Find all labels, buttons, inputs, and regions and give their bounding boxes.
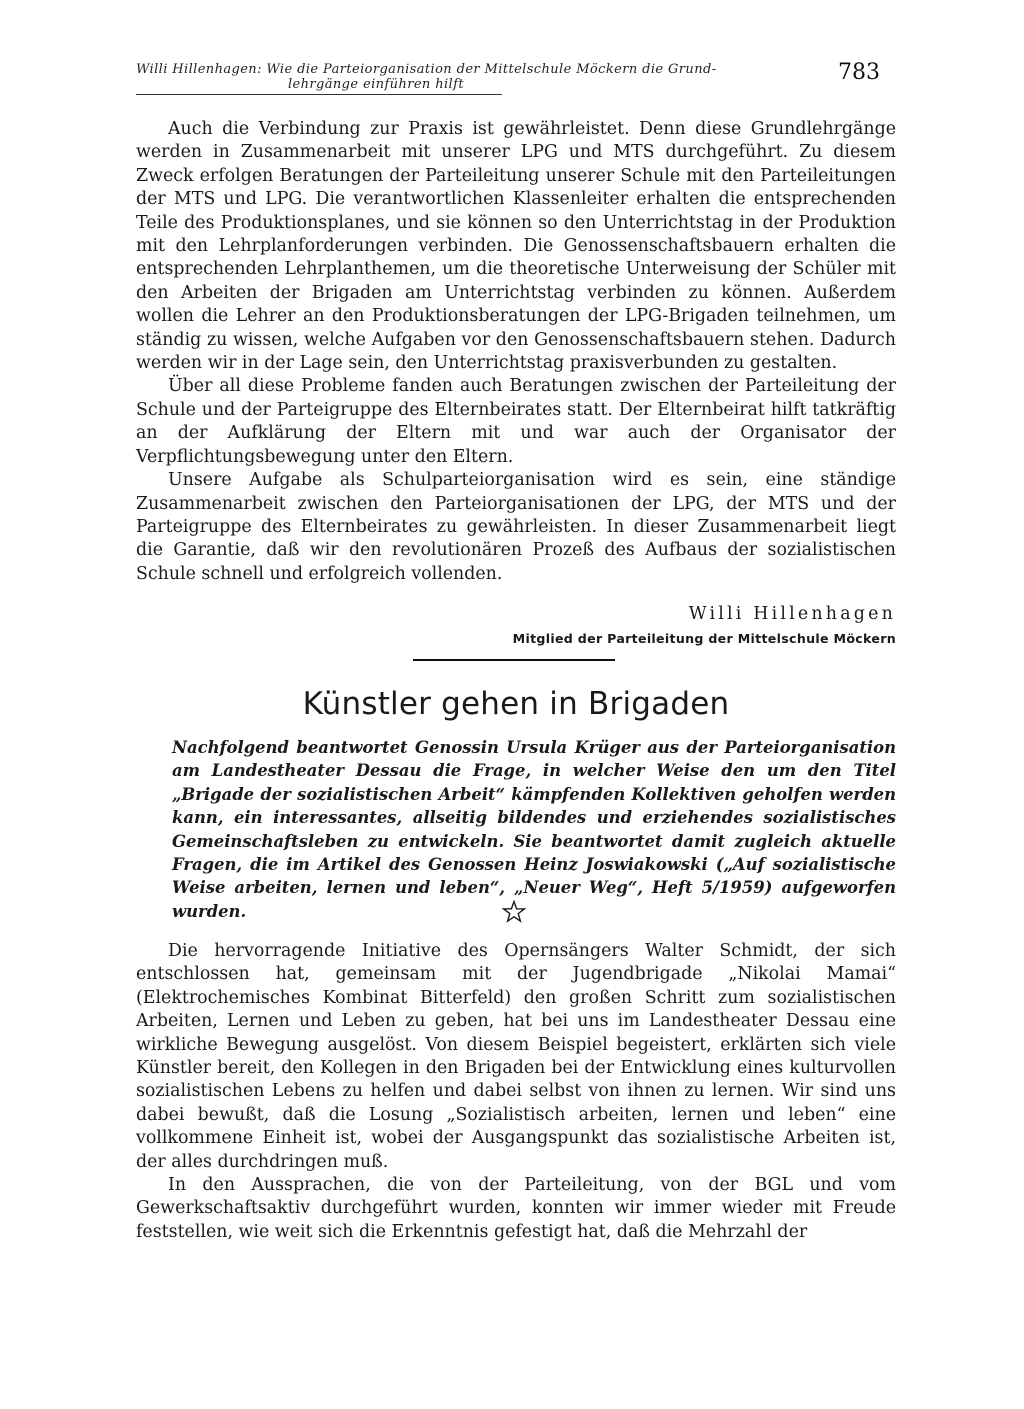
star-outline-icon	[502, 900, 526, 924]
article-lede: Nachfolgend beantwortet Genossin Ursula Krüger aus der Parteiorganisation am Landestheater Dessau die Frage, in welcher Weise den um den Titel „Brigade der sozialistischen Arbeit“ kämpfenden Kollektiven geholfen werden kann, ein interessantes, allseitig bildendes und erziehendes sozialistisches Gemeinschaftsleben zu entwickeln. Sie beantwortet damit zugleich aktuelle Fragen, die im Artikel des Genossen Heinz Joswiakowski („Auf sozialistische Weise arbeiten, lernen und leben“, „Neuer Weg“, Heft 5/1959) aufgeworfen wurden.	[172, 738, 896, 921]
first-article-body	[136, 118, 896, 586]
running-head-line-1: Willi Hillenhagen: Wie die Parteiorganisation der Mittelschule Möckern die Grund-	[136, 62, 717, 77]
paragraph: In den Aussprachen, die von der Parteileitung, von der BGL und vom Gewerkschaftsaktiv durchgeführt wurden, konnten wir immer wieder mit Freude feststellen, wie weit sich die Erkenntnis gefestigt hat, daß die Mehrzahl der	[136, 1175, 896, 1242]
page-number: 783	[838, 60, 880, 85]
author-signature: Willi Hillenhagen	[688, 604, 896, 624]
second-article-body	[136, 940, 896, 1244]
author-role: Mitglied der Parteileitung der Mittelschule Möckern	[512, 631, 896, 646]
paragraph: Über all diese Probleme fanden auch Beratungen zwischen der Parteileitung der Schule und der Parteigruppe des Elternbeirates statt. Der Elternbeirat hilft tatkräftig an der Aufklärung der Eltern mit und war auch der Organisator der Verpflichtungsbewegung unter den Eltern.	[136, 376, 896, 467]
running-head	[136, 62, 796, 92]
paragraph: Unsere Aufgabe als Schulparteiorganisation wird es sein, eine ständige Zusammenarbeit zwischen den Parteiorganisationen der LPG, der MTS und der Parteigruppe des Elternbeirates zu gewährleisten. In dieser Zusammenarbeit liegt die Garantie, daß wir den revolutionären Prozeß des Aufbaus der sozialistischen Schule schnell und erfolgreich vollenden.	[136, 470, 896, 584]
paragraph: Auch die Verbindung zur Praxis ist gewährleistet. Denn diese Grundlehrgänge werden in Zusammenarbeit mit unserer LPG und MTS durchgeführt. Zu diesem Zweck erfolgen Beratungen der Parteileitung unserer Schule mit den Parteileitungen der MTS und LPG. Die verantwortlichen Klassenleiter erhalten die entsprechenden Teile des Produktionsplanes, und sie können so den Unterrichtstag in der Produktion mit den Lehrplanforderungen verbinden. Die Genossenschaftsbauern erhalten die entsprechenden Lehrplanthemen, um die theoretische Unterweisung der Schüler mit den Arbeiten der Brigaden am Unterrichtstag verbinden zu können. Außerdem wollen die Lehrer an den Produktionsberatungen der LPG-Brigaden teilnehmen, um ständig zu wissen, welche Aufgaben vor den Genossenschaftsbauern stehen. Dadurch werden wir in der Lage sein, den Unterrichtstag praxisverbunden zu gestalten.	[136, 119, 896, 374]
paragraph: Die hervorragende Initiative des Opernsängers Walter Schmidt, der sich entschlossen hat, gemeinsam mit der Jugendbrigade „Nikolai Mamai“ (Elektrochemisches Kombinat Bitterfeld) den großen Schritt zum sozialistischen Arbeiten, Lernen und Leben zu geben, hat bei uns im Landestheater Dessau eine wirkliche Bewegung ausgelöst. Von diesem Beispiel begeistert, erklärten sich viele Künstler bereit, den Kollegen in den Brigaden bei der Entwicklung eines kulturvollen sozialistischen Lebens zu helfen und dabei selbst von ihnen zu lernen. Wir sind uns dabei bewußt, daß die Losung „Sozialistisch arbeiten, lernen und leben“ eine vollkommene Einheit ist, wobei der Ausgangspunkt das sozialistische Arbeiten ist, der alles durchdringen muß.	[136, 941, 896, 1172]
running-head-rule	[136, 94, 502, 95]
section-divider	[413, 659, 615, 661]
article-title: Künstler gehen in Brigaden	[302, 686, 730, 722]
running-head-line-2: lehrgänge einführen hilft	[288, 77, 464, 92]
